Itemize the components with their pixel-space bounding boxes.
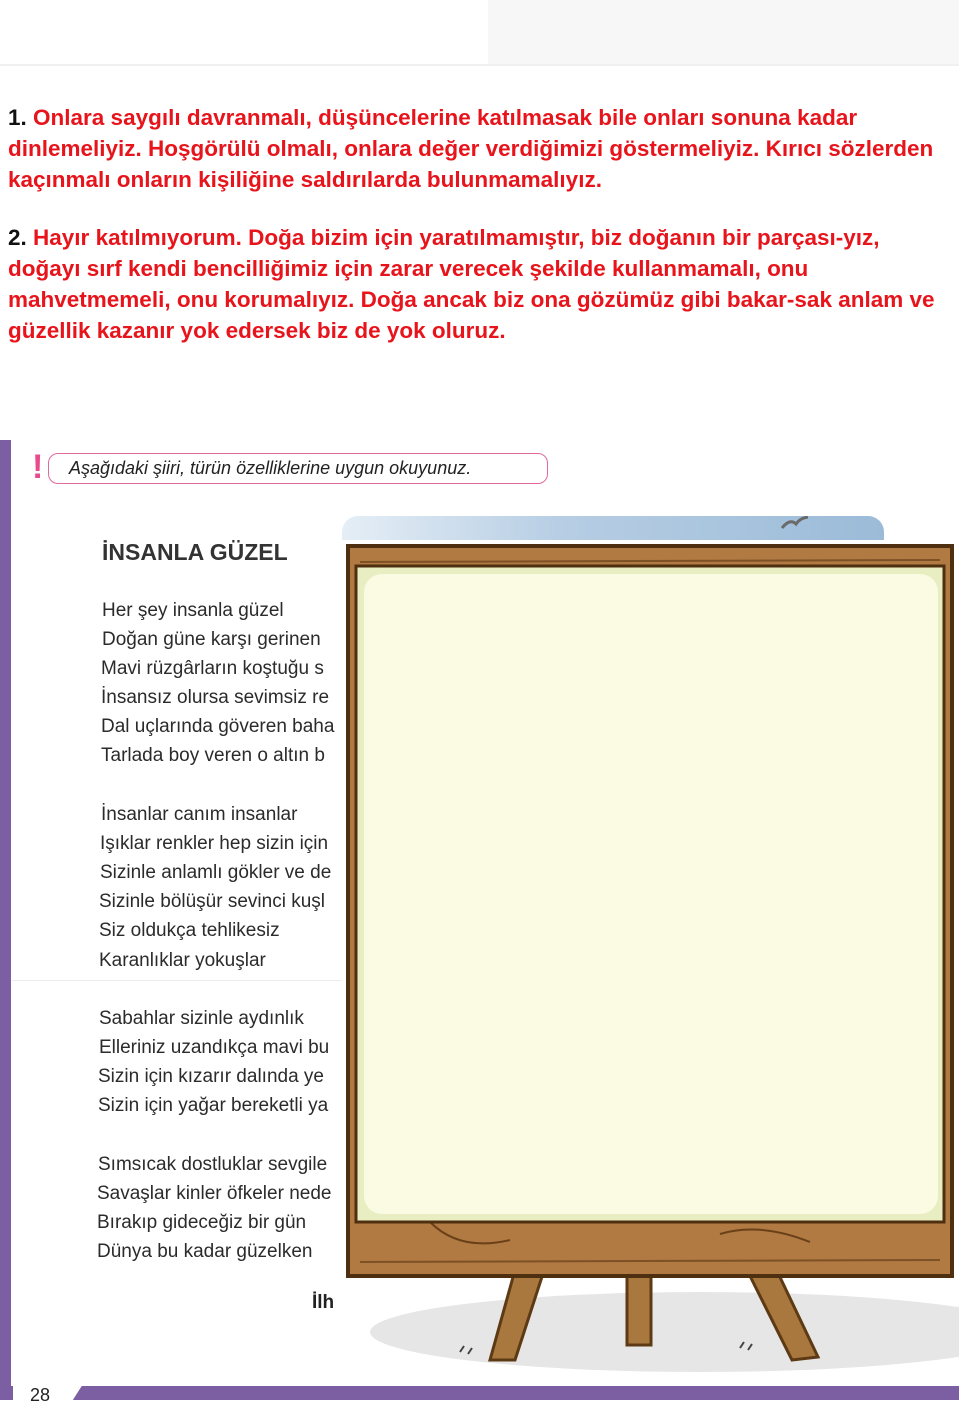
answer-1-text: Onlara saygılı davranmalı, düşüncelerine katılmasak bile onları sonuna kadar dinlemeliyiz. Hoşgörülü olmalı, onlara değer verdiğimizi göstermeliyiz. Kırıcı sözlerden kaçınmalı onların kişiliğine saldırılarda bulunmamalıyız. — [8, 105, 934, 192]
poem-line: Sizin için yağar bereketli ya — [98, 1095, 329, 1116]
poem-line: Sizinle bölüşür sevinci kuşl — [99, 891, 325, 912]
instruction-box — [48, 453, 548, 484]
poem-line: Sizinle anlamlı gökler ve de — [100, 862, 332, 883]
poem-line: Elleriniz uzandıkça mavi bu — [99, 1037, 330, 1058]
page-number: 28 — [30, 1385, 51, 1405]
poem-line: Dal uçlarında göveren baha — [101, 716, 335, 737]
answer-section — [8, 102, 953, 373]
poem-line: Her şey insanla güzel — [102, 600, 284, 621]
poem-line: Karanlıklar yokuşlar — [99, 950, 266, 971]
poem-line: Bırakıp gideceğiz bir gün — [97, 1212, 307, 1233]
easel-shadow — [370, 1292, 959, 1372]
answer-1 — [8, 102, 953, 195]
left-margin-bar — [0, 440, 11, 1388]
answer-2-text: Hayır katılmıyorum. Doğa bizim için yaratılmamıştır, biz doğanın bir parçası-yız, doğayı sırf kendi bencilliğimiz için zarar verecek şekilde kullanmamalı, onu mahvetmemeli, onu korumalıyız. Doğa ancak biz ona gözümüz gibi bakar-sak anlam ve güzellik kazanır yok edersek biz de yok oluruz. — [8, 225, 935, 343]
poem-line: Dünya bu kadar güzelken — [97, 1241, 313, 1262]
poem-line: Sizin için kızarır dalında ye — [98, 1066, 324, 1087]
bottom-bar — [0, 1386, 959, 1400]
instruction-text: Aşağıdaki şiiri, türün özelliklerine uygun okuyunuz. — [69, 458, 472, 478]
poem-line: Savaşlar kinler öfkeler nede — [97, 1183, 332, 1204]
poem-line: İnsansız olursa sevimsiz re — [101, 687, 330, 708]
seagull-icon — [780, 516, 810, 530]
poem-line: Mavi rüzgârların koştuğu s — [101, 658, 324, 679]
poem-line: Sabahlar sizinle aydınlık — [99, 1008, 304, 1029]
top-divider — [0, 64, 959, 66]
poem-title: İNSANLA GÜZEL — [102, 539, 288, 565]
poem-line: Siz oldukça tehlikesiz — [99, 920, 280, 941]
answer-2-number: 2. — [8, 225, 27, 250]
easel-board-illustration — [340, 532, 959, 1372]
poem-author: İlh — [312, 1292, 335, 1313]
page-top-gray-area — [488, 0, 959, 66]
poem-line: İnsanlar canım insanlar — [101, 804, 298, 825]
poem-line: Doğan güne karşı gerinen — [102, 629, 321, 650]
exclamation-icon: ! — [32, 448, 44, 486]
poem-line: Işıklar renkler hep sizin için — [100, 833, 329, 854]
poem-line: Tarlada boy veren o altın b — [101, 745, 325, 766]
answer-1-number: 1. — [8, 105, 27, 130]
poem-line: Sımsıcak dostluklar sevgile — [98, 1154, 328, 1175]
answer-2 — [8, 222, 953, 346]
faint-divider — [12, 980, 342, 981]
easel-leg-back — [627, 1267, 651, 1345]
board-surface — [364, 574, 938, 1214]
